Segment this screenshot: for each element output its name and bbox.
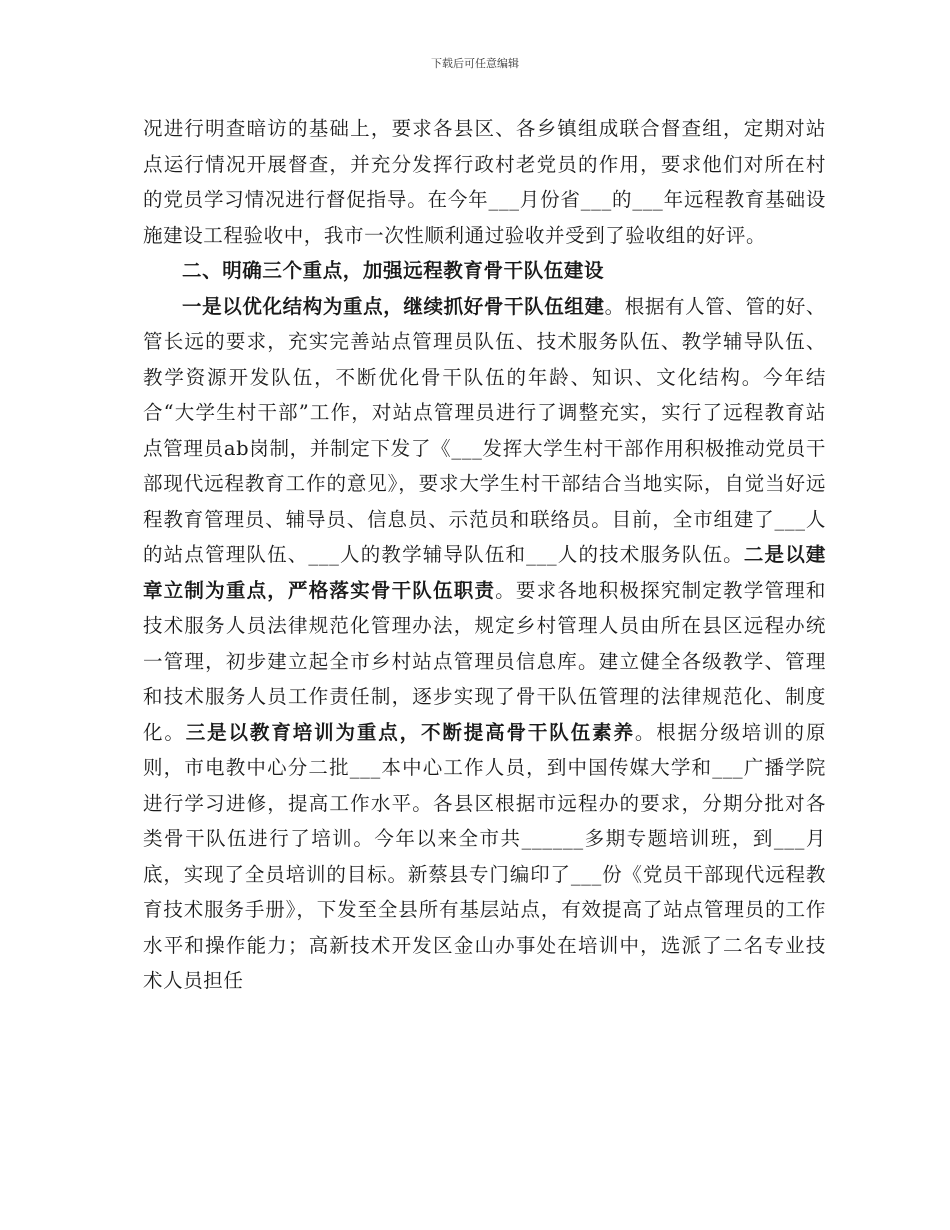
paragraph-continuation: 况进行明查暗访的基础上，要求各县区、各乡镇组成联合督查组，定期对站点运行情况开展督查，并充分发挥行政村老党员的作用，要求他们对所在村的党员学习情况进行督促指导。在今年___月份省___的___年远程教育基础设施建设工程验收中，我市一次性顺利通过验收并受到了验收组的好评。 — [143, 117, 826, 247]
point-three-text: 。根据分级培训的原则，市电教中心分二批___本中心工作人员，到中国传媒大学和___广播学院进行学习进修，提高工作水平。各县区根据市远程办的要求，分期分批对各类骨干队伍进行了培训。今年以来全市共______多期专题培训班，到___月底，实现了全员培训的目标。新蔡县专门编印了___份《党员干部现代远程教育技术服务手册》，下发至全县所有基层站点，有效提高了站点管理员的工作水平和操作能力；高新技术开发区金山办事处在培训中，选派了二名专业技术人员担任 — [143, 720, 827, 992]
point-one-heading: 一是以优化结构为重点，继续抓好骨干队伍组建 — [182, 294, 605, 318]
section-heading: 二、明确三个重点，加强远程教育骨干队伍建设 — [182, 259, 605, 282]
point-one-text: 。根据有人管、管的好、管长远的要求，充实完善站点管理员队伍、技术服务队伍、教学辅导队伍、教学资源开发队伍，不断优化骨干队伍的年龄、知识、文化结构。今年结合“大学生村干部”工作，对站点管理员进行了调整充实，实行了远程教育站点管理员ab岗制，并制定下发了《___发挥大学生村干部作用积极推动党员干部现代远程教育工作的意见》，要求大学生村干部结合当地实际，自觉当好远程教育管理员、辅导员、信息员、示范员和联络员。目前，全市组建了___人的站点管理队伍、___人的教学辅导队伍和___人的技术服务队伍。 — [143, 294, 826, 566]
paragraph-key-points — [143, 289, 826, 999]
document-body — [143, 111, 826, 999]
point-three-heading: 三是以教育培训为重点，不断提高骨干队伍素养 — [185, 720, 635, 744]
point-two-text: 。要求各地积极探究制定教学管理和技术服务人员法律规范化管理办法，规定乡村管理人员由所在县区远程办统一管理，初步建立起全市乡村站点管理员信息库。建立健全各级教学、管理和技术服务人员工作责任制，逐步实现了骨干队伍管理的法律规范化、制度化。 — [143, 578, 827, 744]
point-two-heading: 二是以建章立制为重点，严格落实骨干队伍职责 — [143, 543, 826, 602]
page-header: 下载后可任意编辑 — [431, 57, 519, 70]
